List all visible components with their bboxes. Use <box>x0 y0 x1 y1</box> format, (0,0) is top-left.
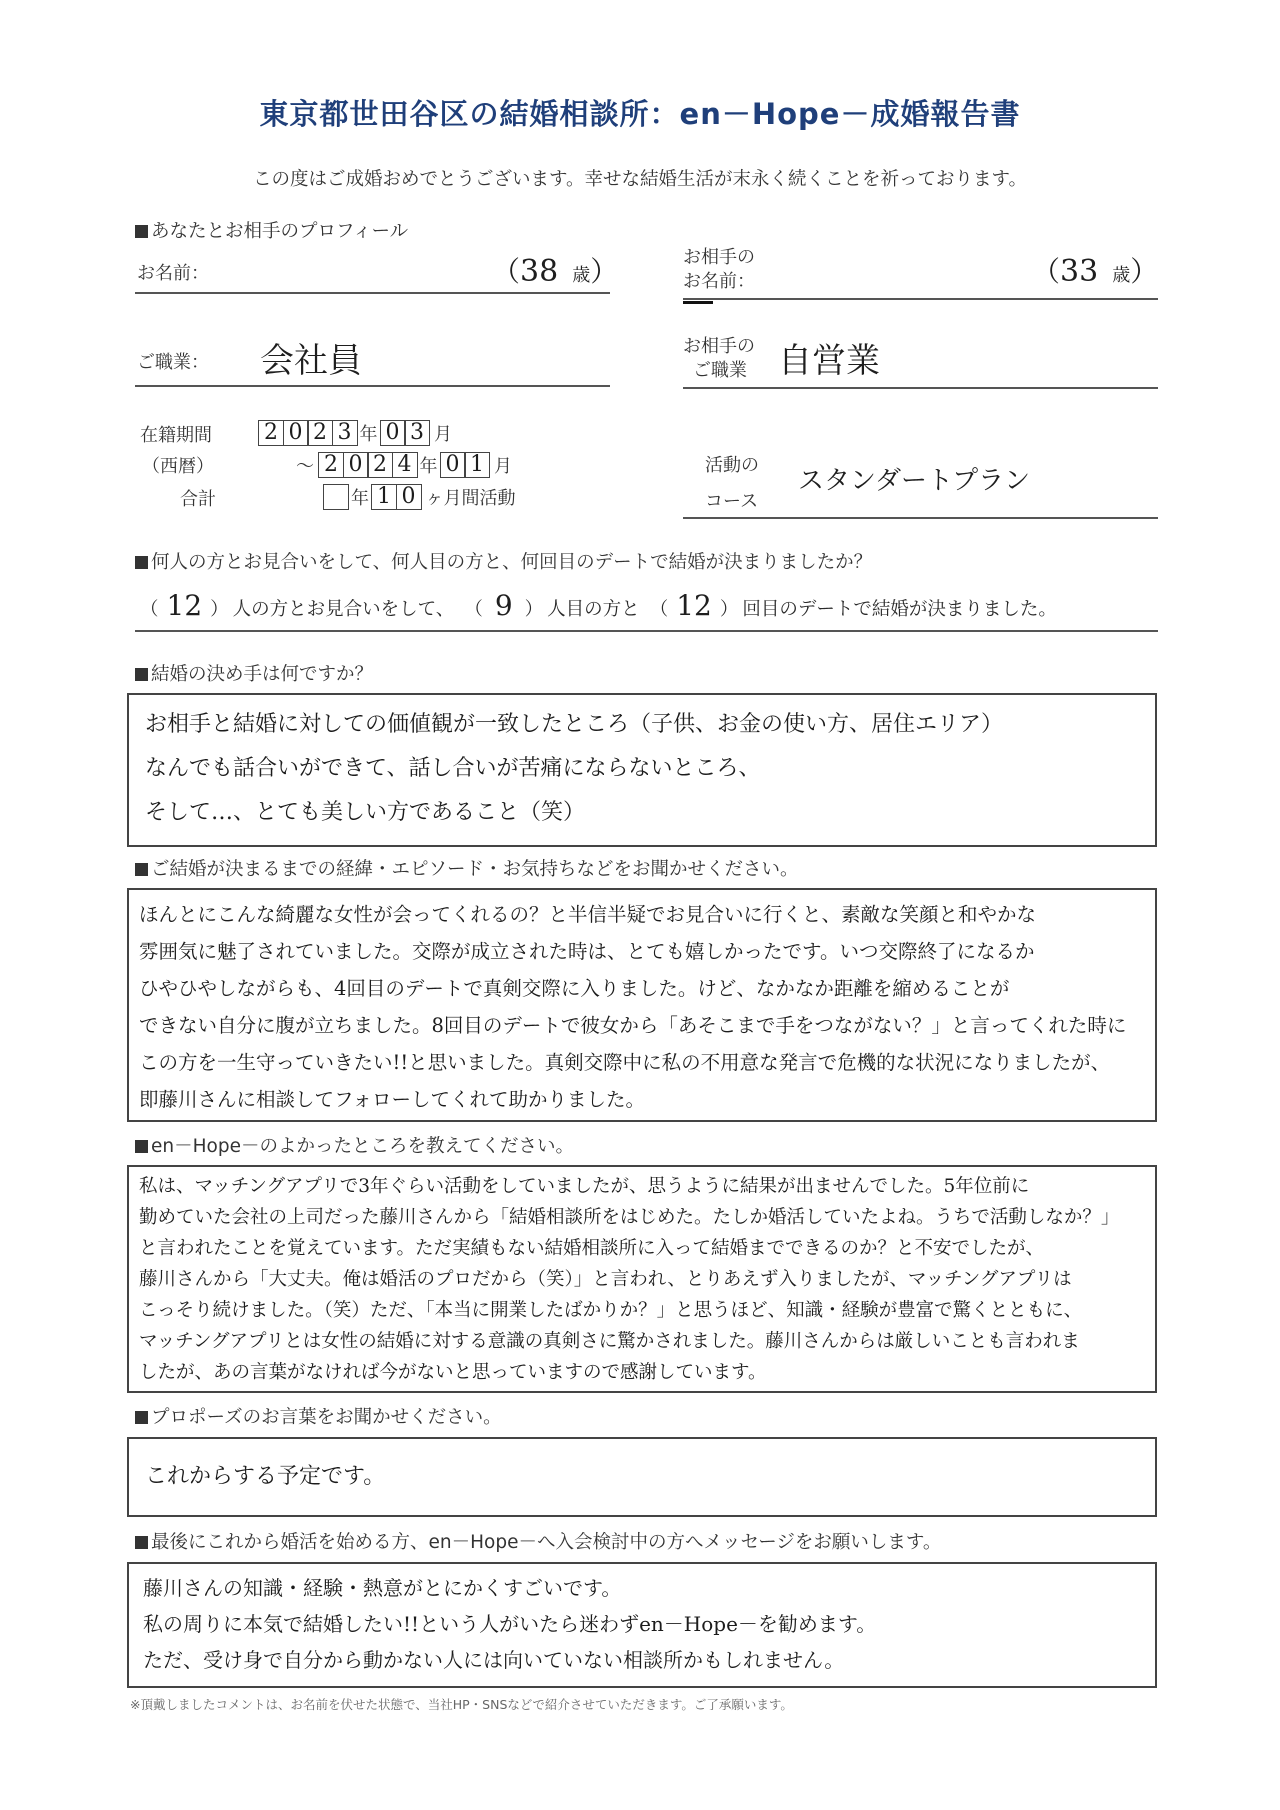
digit-box: 0 <box>343 452 369 478</box>
total-months-digits <box>371 484 422 510</box>
digit-box: 0 <box>283 420 309 446</box>
handwritten-line: お相手と結婚に対しての価値観が一致したところ（子供、お金の使い方、居住エリア） <box>145 712 1004 737</box>
nth-date: 12 <box>676 589 712 622</box>
square-bullet-icon <box>135 1140 148 1153</box>
start-year-digits <box>258 420 358 446</box>
partner-name-label: お相手の お名前： <box>683 247 755 292</box>
end-month-digits <box>440 452 491 478</box>
handwritten-line: 藤川さんから「大丈夫。俺は婚活のプロだから（笑）」と言われ、とりあえず入りましたが、マッチングアプリは <box>139 1269 1072 1290</box>
meetings-section-title: 何人の方とお見合いをして、何人目の方と、何回目のデートで結婚が決まりましたか？ <box>135 548 872 574</box>
handwritten-line: 私は、マッチングアプリで3年ぐらい活動をしていましたが、思うように結果が出ませんでした。5年位前に <box>139 1176 1030 1197</box>
proposal-box <box>127 1437 1157 1517</box>
digit-box: 2 <box>258 420 284 446</box>
course-underline <box>683 517 1158 519</box>
message-lines <box>143 1570 1141 1678</box>
profile-section-title: あなたとお相手のプロフィール <box>135 217 408 243</box>
deciding-factor-box <box>127 693 1157 847</box>
episode-section-title: ご結婚が決まるまでの経緯・エピソード・お気持ちなどをお聞かせください。 <box>135 855 799 881</box>
episode-box <box>127 888 1157 1122</box>
digit-box: 0 <box>396 484 422 510</box>
job-partner: 自営業 <box>778 341 880 381</box>
square-bullet-icon <box>135 1411 148 1424</box>
digit-box: 4 <box>392 452 418 478</box>
handwritten-line: マッチングアプリとは女性の結婚に対する意識の真剣さに驚かされました。藤川さんからは厳しいことも言われま <box>139 1331 1080 1352</box>
end-year-digits <box>318 452 418 478</box>
digit-box <box>323 484 349 510</box>
partner-job-underline <box>683 387 1158 389</box>
digit-box: 2 <box>307 420 333 446</box>
nth-person: 9 <box>494 589 513 622</box>
age-self: 38 <box>520 254 559 289</box>
job-label: ご職業： <box>137 352 209 373</box>
handwritten-line: 私の周りに本気で結婚したい!!という人がいたら迷わずen－Hope－を勧めます。 <box>143 1612 877 1636</box>
handwritten-line: したが、あの言葉がなければ今がないと思っていますので感謝しています。 <box>139 1362 767 1383</box>
period-label-seireki: （西暦） <box>142 456 214 477</box>
partner-name-redaction <box>780 252 1025 290</box>
handwritten-line: ひやひやしながらも、4回目のデートで真剣交際に入りました。けど、なかなか距離を縮めることが <box>139 977 1010 1000</box>
course-label-2: コース <box>705 491 759 512</box>
good-points-section-title: en－Hope－のよかったところを教えてください。 <box>135 1132 574 1158</box>
end-date-row: ～ 2 0 2 4 年 0 1 月 <box>296 452 512 477</box>
handwritten-line: ほんとにこんな綺麗な女性が会ってくれるの？と半信半疑でお見合いに行くと、素敵な笑顔と和やかな <box>139 903 1037 926</box>
deciding-factor-lines <box>145 703 1139 835</box>
digit-box: 2 <box>318 452 344 478</box>
handwritten-line: と言われたことを覚えています。ただ実績もない結婚相談所に入って結婚までできるのか？と不安でしたが、 <box>139 1238 1045 1259</box>
handwritten-line: そして…、とても美しい方であること（笑） <box>145 800 586 825</box>
handwritten-line: 即藤川さんに相談してフォローしてくれて助かりました。 <box>139 1088 646 1111</box>
period-total-label: 合計 <box>180 489 216 510</box>
deciding-factor-section-title: 結婚の決め手は何ですか？ <box>135 660 373 686</box>
handwritten-line: この方を一生守っていきたい!!と思いました。真剣交際中に私の不用意な発言で危機的な状況になりましたが、 <box>139 1051 1111 1074</box>
digit-box: 1 <box>464 452 490 478</box>
message-box <box>127 1562 1157 1688</box>
digit-box: 3 <box>332 420 358 446</box>
square-bullet-icon <box>135 1536 148 1549</box>
job-self: 会社員 <box>260 341 362 381</box>
handwritten-line: 雰囲気に魅了されていました。交際が成立された時は、とても嬉しかったです。いつ交際終了になるか <box>139 940 1035 963</box>
page-title: 東京都世田谷区の結婚相談所：en－Hope－成婚報告書 <box>259 97 1021 131</box>
good-points-box <box>127 1165 1157 1393</box>
footer-note: ※頂戴しましたコメントは、お名前を伏せた状態で、当社HP・SNSなどで紹介させていただきます。ご了承願います。 <box>130 1697 793 1712</box>
square-bullet-icon <box>135 556 148 569</box>
age-partner-field: （33 歳） <box>1032 254 1159 289</box>
meetings-underline <box>135 630 1158 632</box>
age-self-field: （38 歳） <box>492 254 619 289</box>
square-bullet-icon <box>135 225 148 238</box>
start-date-row: 2 0 2 3 年 0 3 月 <box>258 420 452 446</box>
name-redaction <box>235 252 485 290</box>
proposal-lines <box>145 1459 1139 1495</box>
start-month-digits <box>380 420 431 446</box>
handwritten-line: 藤川さんの知識・経験・熱意がとにかくすごいです。 <box>143 1576 622 1600</box>
course-value: スタンダートプラン <box>798 466 1031 496</box>
handwritten-line: こっそり続けました。（笑）ただ、「本当に開業したばかりか？」と思うほど、知識・経験が豊富で驚くとともに、 <box>139 1300 1083 1321</box>
total-years-digits <box>323 484 349 510</box>
count-people: 12 <box>166 589 203 622</box>
handwritten-line: これからする予定です。 <box>145 1464 386 1489</box>
handwritten-line: なんでも話合いができて、話し合いが苦痛にならないところ、 <box>145 756 761 781</box>
job-underline <box>135 385 610 387</box>
name-label: お名前： <box>137 263 209 284</box>
handwritten-line: できない自分に腹が立ちました。8回目のデートで彼女から「あそこまで手をつながない？」と言ってくれた時に <box>139 1014 1127 1037</box>
square-bullet-icon <box>135 668 148 681</box>
partner-job-label: お相手の ご職業 <box>683 336 755 381</box>
good-points-lines <box>139 1171 1145 1388</box>
digit-box: 1 <box>371 484 397 510</box>
handwritten-line: 勤めていた会社の上司だった藤川さんから「結婚相談所をはじめた。たしか婚活していたよね。うちで活動しなか？」 <box>139 1207 1120 1228</box>
episode-lines <box>139 896 1145 1118</box>
course-label: 活動の <box>705 455 759 476</box>
handwritten-line: ただ、受け身で自分から動かない人には向いていない相談所かもしれません。 <box>143 1648 845 1672</box>
age-partner: 33 <box>1060 254 1099 289</box>
digit-box: 3 <box>404 420 430 446</box>
meetings-answer: （ 12 ） 人の方とお見合いをして、 （ 9 ） 人目の方と （ 12 ） 回目のデートで結婚が決まりました。 <box>140 589 1057 622</box>
square-bullet-icon <box>135 863 148 876</box>
page-subtitle: この度はご成婚おめでとうございます。幸せな結婚生活が末永く続くことを祈っております。 <box>252 169 1028 190</box>
ink-mark <box>683 301 713 304</box>
digit-box: 0 <box>440 452 466 478</box>
total-period-row: 年 1 0 ヶ月間活動 <box>323 484 516 510</box>
period-label: 在籍期間 <box>140 425 212 446</box>
proposal-section-title: プロポーズのお言葉をお聞かせください。 <box>135 1403 502 1429</box>
digit-box: 0 <box>380 420 406 446</box>
message-section-title: 最後にこれから婚活を始める方、en－Hope－へ入会検討中の方へメッセージをお願いします。 <box>135 1528 941 1554</box>
partner-name-underline <box>683 298 1158 300</box>
digit-box: 2 <box>367 452 393 478</box>
name-underline <box>135 292 610 294</box>
